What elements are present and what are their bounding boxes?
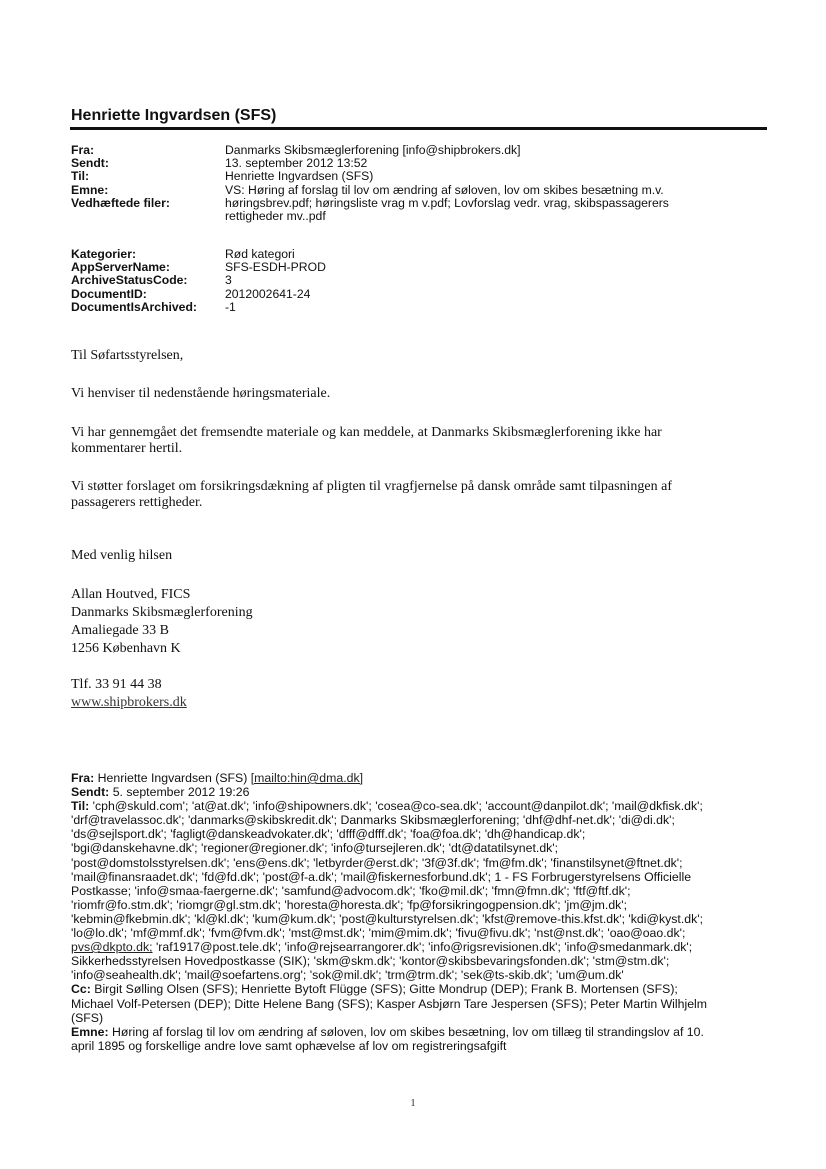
email-link[interactable]: pvs@dkpto.dk; bbox=[71, 940, 153, 955]
meta2-value: Rød kategori bbox=[225, 247, 295, 261]
fwd-cc-line: Michael Volf-Petersen (DEP); Ditte Helene Bang (SFS); Kasper Asbjørn Tare Jespersen (SFS); Peter Martin Wilhjelm bbox=[71, 996, 708, 1011]
paragraph-line: Vi støtter forslaget om forsikringsdækning af pligten til vragfjernelse på dansk område samt tilpasningen af bbox=[71, 479, 673, 494]
signature-line: Allan Houtved, FICS bbox=[71, 587, 191, 602]
signature-line: Amaliegade 33 B bbox=[71, 623, 169, 638]
paragraph-2 bbox=[71, 425, 771, 457]
paragraph-line: kommentarer hertil. bbox=[71, 441, 183, 456]
forwarded-header bbox=[71, 771, 771, 1053]
meta2-key: DocumentID: bbox=[71, 286, 147, 301]
meta2-row bbox=[71, 248, 765, 261]
fwd-to-line bbox=[71, 940, 771, 954]
meta2-key: Kategorier: bbox=[71, 247, 137, 261]
fwd-to-line: 'mail@finansraadet.dk'; 'fd@fd.dk'; 'post@f-a.dk'; 'mail@fiskernesforbund.dk'; 1 - FS Forbrugerstyrelsens Officielle bbox=[71, 869, 692, 884]
meta2-value: -1 bbox=[225, 299, 236, 314]
closing: Med venlig hilsen bbox=[71, 548, 173, 563]
fwd-to-line: 'drf@travelassoc.dk'; 'danmarks@skibskredit.dk'; Danmarks Skibsmæglerforening; 'dhf@dhf-net.dk'; 'di@di.dk'; bbox=[71, 813, 675, 828]
attachment-line: rettigheder mv..pdf bbox=[225, 209, 326, 224]
paragraph-3 bbox=[71, 479, 771, 511]
fwd-cc-text: Birgit Sølling Olsen (SFS); Henriette Bytoft Flügge (SFS); Gitte Mondrup (DEP); Frank B. Mortensen (SFS); bbox=[94, 982, 678, 997]
fwd-from-label: Fra: bbox=[71, 771, 95, 785]
meta-value: VS: Høring af forslag til lov om ændring af søloven, lov om skibes besætning m.v. bbox=[225, 182, 664, 197]
fwd-sent bbox=[71, 785, 771, 799]
meta-row-to bbox=[71, 170, 765, 183]
meta2-value: 3 bbox=[225, 273, 232, 288]
fwd-sent-label: Sendt: bbox=[71, 785, 110, 800]
meta2-row bbox=[71, 301, 765, 314]
fwd-subject-label: Emne: bbox=[71, 1024, 109, 1039]
fwd-cc-line: (SFS) bbox=[71, 1010, 104, 1025]
signature bbox=[71, 586, 771, 658]
page-number: 1 bbox=[410, 1097, 416, 1109]
fwd-to-line: 'riomfr@fo.stm.dk'; 'riomgr@gl.stm.dk'; 'horesta@horesta.dk'; 'fp@forsikringogpension.dk'; 'jm@jm.dk'; bbox=[71, 897, 628, 912]
meta2-key: AppServerName: bbox=[71, 260, 170, 275]
meta-row-from bbox=[71, 144, 765, 157]
meta-key: Fra: bbox=[71, 143, 95, 157]
fwd-to-line: 'ds@sejlsport.dk'; 'fagligt@danskeadvokater.dk'; 'dfff@dfff.dk'; 'foa@foa.dk'; 'dh@handicap.dk'; bbox=[71, 827, 586, 842]
meta-value bbox=[225, 197, 765, 223]
meta-key: Vedhæftede filer: bbox=[71, 195, 170, 210]
meta-value: Henriette Ingvardsen (SFS) bbox=[225, 169, 374, 184]
signature-line: 1256 København K bbox=[71, 641, 181, 656]
fwd-cc-label: Cc: bbox=[71, 982, 91, 997]
meta-key: Til: bbox=[71, 169, 90, 184]
fwd-sent-value: 5. september 2012 19:26 bbox=[112, 785, 250, 800]
fwd-from bbox=[71, 771, 771, 785]
meta-row-sent bbox=[71, 157, 765, 170]
meta-row-attachments bbox=[71, 197, 765, 223]
fwd-to-line: Sikkerhedsstyrelsen Hovedpostkasse (SIK); 'skm@skm.dk'; 'kontor@skibsbevaringsfonden.dk'; 'stm@stm.dk'; bbox=[71, 954, 670, 969]
meta-key: Emne: bbox=[71, 182, 109, 197]
meta-value: 13. september 2012 13:52 bbox=[225, 156, 368, 171]
fwd-to-line: 'kebmin@fkebmin.dk'; 'kl@kl.dk'; 'kum@kum.dk'; 'post@kulturstyrelsen.dk'; 'kfst@remove-this.kfst.dk'; 'kdi@kyst.dk'; bbox=[71, 911, 704, 926]
header-rule bbox=[70, 127, 767, 130]
paragraph-line: Vi har gennemgået det fremsendte materiale og kan meddele, at Danmarks Skibsmæglerforening ikke har bbox=[71, 425, 662, 440]
signature-line: Danmarks Skibsmæglerforening bbox=[71, 605, 253, 620]
meta-block bbox=[71, 144, 765, 223]
fwd-cc-line bbox=[71, 982, 771, 996]
fwd-from-value: Henriette Ingvardsen (SFS) bbox=[97, 771, 251, 785]
header-name: Henriette Ingvardsen (SFS) bbox=[71, 107, 277, 124]
meta2-value: 2012002641-24 bbox=[225, 286, 311, 301]
fwd-subject-line: april 1895 og forskellige andre love samt ophævelse af lov om registreringsafgift bbox=[71, 1038, 507, 1053]
mailto-link[interactable]: [mailto:hin@dma.dk] bbox=[250, 771, 364, 785]
meta2-key: ArchiveStatusCode: bbox=[71, 273, 188, 288]
contact bbox=[71, 676, 771, 712]
meta-key: Sendt: bbox=[71, 156, 109, 171]
fwd-to-line: 'lo@lo.dk'; 'mf@mmf.dk'; 'fvm@fvm.dk'; 'mst@mst.dk'; 'mim@mim.dk'; 'fivu@fivu.dk'; 'nst@nst.dk'; 'oao@oao.dk'; bbox=[71, 926, 686, 941]
fwd-to-text: 'cph@skuld.com'; 'at@at.dk'; 'info@shipowners.dk'; 'cosea@co-sea.dk'; 'account@danpilot.dk'; 'mail@dkfisk.dk'; bbox=[92, 799, 703, 814]
fwd-to-line bbox=[71, 799, 771, 813]
fwd-to-line: 'bgi@danskehavne.dk'; 'regioner@regioner.dk'; 'info@tursejleren.dk'; 'dt@datatilsynet.dk'; bbox=[71, 841, 559, 856]
fwd-to-line: 'info@seahealth.dk'; 'mail@soefartens.org'; 'sok@mil.dk'; 'trm@trm.dk'; 'sek@ts-skib.dk'; 'um@um.dk' bbox=[71, 968, 624, 983]
fwd-to-text: 'raf1917@post.tele.dk'; 'info@rejsearrangorer.dk'; 'info@rigsrevisionen.dk'; 'info@smedanmark.dk'; bbox=[152, 940, 693, 955]
fwd-subject-line bbox=[71, 1025, 771, 1039]
paragraph-line: passagerers rettigheder. bbox=[71, 495, 203, 510]
paragraph-1: Vi henviser til nedenstående høringsmateriale. bbox=[71, 386, 331, 401]
fwd-subject-text: Høring af forslag til lov om ændring af søloven, lov om skibes besætning, lov om tillæg til strandingslov af 10. bbox=[112, 1024, 704, 1039]
attachment-line: høringsbrev.pdf; høringsliste vrag m v.pdf; Lovforslag vedr. vrag, skibspassagerers bbox=[225, 195, 669, 210]
website-link[interactable]: www.shipbrokers.dk bbox=[71, 695, 187, 710]
meta2-value: SFS-ESDH-PROD bbox=[225, 260, 326, 275]
fwd-to-line: 'post@domstolsstyrelsen.dk'; 'ens@ens.dk'; 'letbyrder@erst.dk'; '3f@3f.dk'; 'fm@fm.dk'; 'finanstilsynet@ftnet.dk'; bbox=[71, 855, 683, 870]
fwd-to-line: Postkasse; 'info@smaa-faergerne.dk'; 'samfund@advocom.dk'; 'fko@mil.dk'; 'fmn@fmn.dk'; 'ftf@ftf.dk'; bbox=[71, 883, 631, 898]
meta2-row bbox=[71, 288, 765, 301]
greeting: Til Søfartsstyrelsen, bbox=[71, 348, 184, 363]
meta-row-subject bbox=[71, 184, 765, 197]
meta-value: Danmarks Skibsmæglerforening [info@shipbrokers.dk] bbox=[225, 143, 521, 157]
meta2-row bbox=[71, 274, 765, 287]
fwd-to-label: Til: bbox=[71, 799, 90, 814]
meta2-block bbox=[71, 248, 765, 314]
phone: Tlf. 33 91 44 38 bbox=[71, 677, 162, 692]
meta2-key: DocumentIsArchived: bbox=[71, 299, 197, 314]
